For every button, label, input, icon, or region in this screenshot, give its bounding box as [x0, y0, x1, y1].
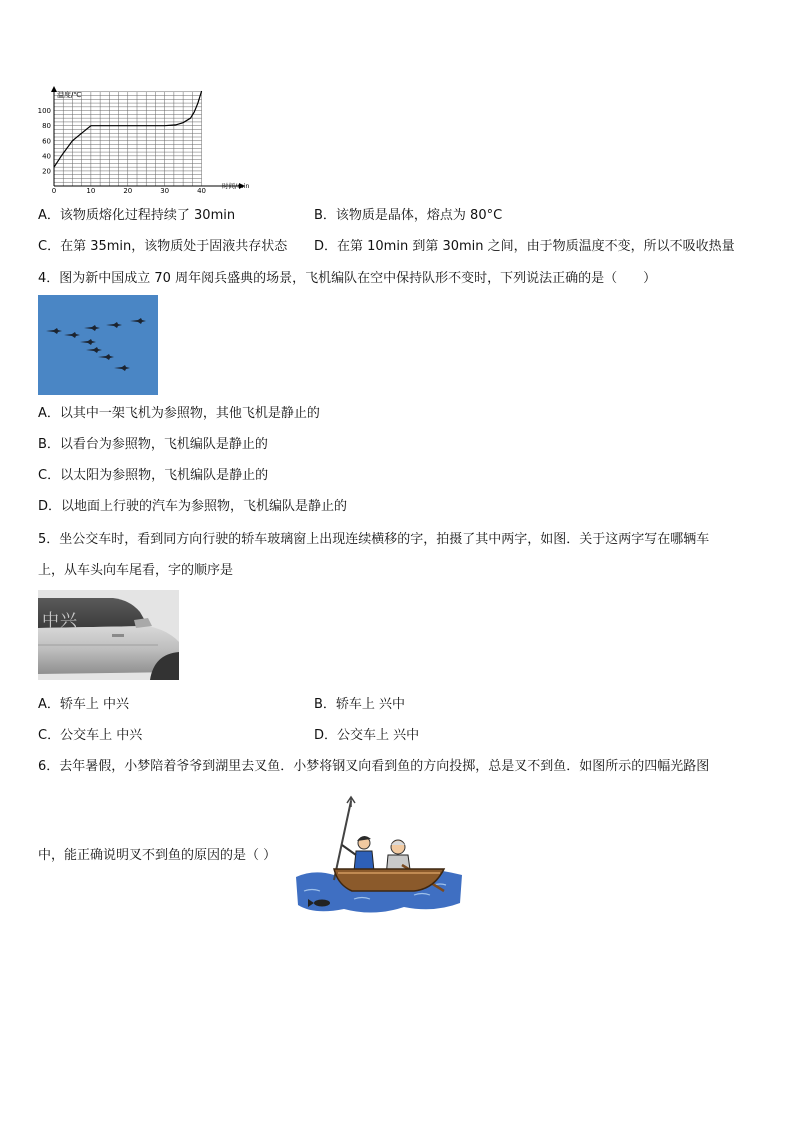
chart-grid — [54, 92, 202, 186]
x-tick-label: 20 — [123, 187, 133, 194]
q6-stem-line1: 6．去年暑假，小梦陪着爷爷到湖里去叉鱼．小梦将钢叉向看到鱼的方向投掷，总是叉不到鱼．如图所示的四幅光路图 — [38, 759, 710, 774]
q4-option-b: B．以看台为参照物，飞机编队是静止的 — [38, 437, 268, 452]
jet-formation-photo — [38, 295, 158, 395]
x-tick-label: 40 — [197, 187, 207, 194]
y-tick-label: 100 — [37, 107, 51, 116]
y-tick-labels — [38, 107, 51, 175]
fishing-spear — [334, 801, 351, 880]
x-tick-label: 10 — [86, 187, 96, 194]
sky-background — [38, 295, 158, 395]
y-tick-label: 20 — [42, 167, 51, 176]
q4-option-c: C．以太阳为参照物，飞机编队是静止的 — [38, 468, 269, 483]
y-tick-label: 80 — [42, 122, 51, 131]
x-tick-labels — [52, 187, 206, 194]
q3-option-b: B．该物质是晶体，熔点为 80°C — [314, 208, 503, 223]
car-window-text: 中兴 — [42, 611, 78, 631]
fishing-boat-illustration — [294, 795, 466, 920]
q3-option-a: A．该物质熔化过程持续了 30min — [38, 208, 236, 223]
door-handle — [112, 634, 124, 637]
q5-option-a: A．轿车上 中兴 — [38, 697, 130, 712]
y-axis-label: 温度/℃ — [57, 91, 82, 99]
y-tick-label: 40 — [42, 152, 51, 161]
q5-option-b: B．轿车上 兴中 — [314, 697, 406, 712]
q5-stem-line1: 5．坐公交车时，看到同方向行驶的轿车玻璃窗上出现连续横移的字，拍摄了其中两字，如图．关于这两字写在哪辆车 — [38, 532, 710, 547]
x-tick-label: 0 — [51, 187, 57, 194]
fish — [314, 900, 330, 907]
x-axis-label: 时间/min — [222, 182, 250, 190]
q6-stem-line2: 中，能正确说明叉不到鱼的原因的是（ ） — [38, 848, 277, 863]
temperature-time-chart — [30, 84, 260, 194]
girl-body — [354, 851, 374, 871]
q5-stem-line2: 上，从车头向车尾看，字的顺序是 — [38, 563, 234, 578]
q4-option-d: D．以地面上行驶的汽车为参照物，飞机编队是静止的 — [38, 499, 348, 514]
q4-stem: 4．图为新中国成立 70 周年阅兵盛典的场景，飞机编队在空中保持队形不变时，下列说法正确的是（ ） — [38, 271, 657, 286]
car-photo — [38, 590, 179, 680]
q5-option-d: D．公交车上 兴中 — [314, 728, 420, 743]
q3-option-d: D．在第 10min 到第 30min 之间，由于物质温度不变，所以不吸收热量 — [314, 239, 735, 254]
q4-option-a: A．以其中一架飞机为参照物，其他飞机是静止的 — [38, 406, 320, 421]
q3-option-c: C．在第 35min，该物质处于固液共存状态 — [38, 239, 288, 254]
x-tick-label: 30 — [160, 187, 170, 194]
q5-option-c: C．公交车上 中兴 — [38, 728, 143, 743]
y-tick-label: 60 — [42, 137, 51, 146]
